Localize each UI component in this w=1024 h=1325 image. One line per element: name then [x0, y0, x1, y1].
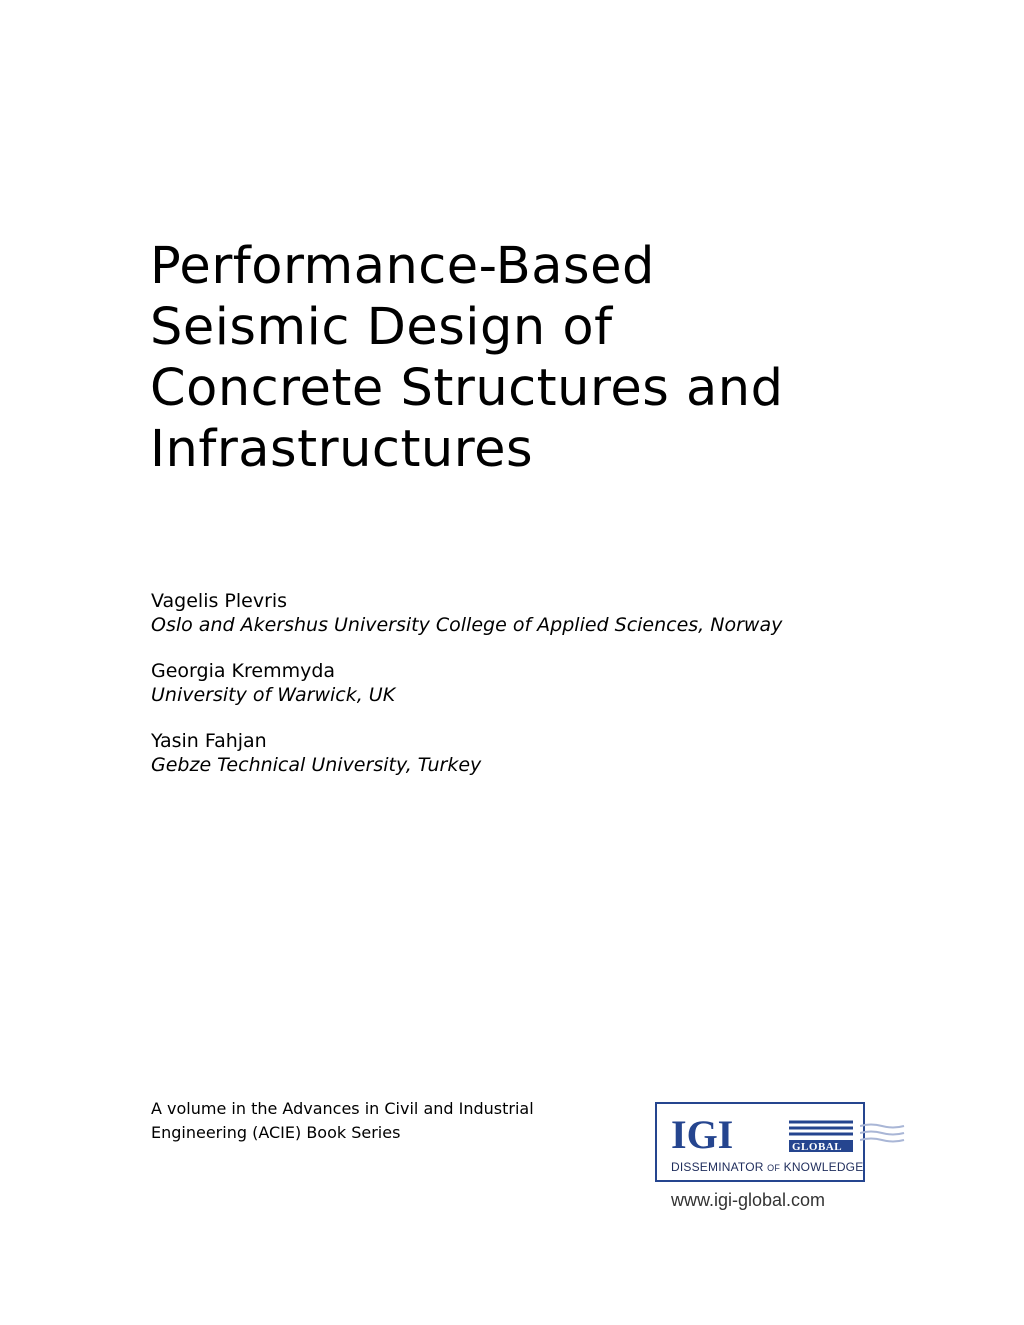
igi-global-logo-icon [657, 1104, 863, 1158]
author-name: Yasin Fahjan [151, 730, 267, 752]
title-line: Infrastructures [150, 420, 534, 479]
book-title [150, 236, 930, 480]
wave-lines-icon [860, 1122, 906, 1146]
logo-global-text: GLOBAL [792, 1141, 843, 1153]
title-line: Concrete Structures and [150, 359, 784, 418]
publisher-logo [655, 1102, 865, 1182]
publisher-website[interactable]: www.igi-global.com [671, 1190, 826, 1210]
series-note [151, 1097, 571, 1145]
author-affiliation: Gebze Technical University, Turkey [151, 754, 482, 776]
tagline-part: OF [767, 1163, 781, 1173]
author-list [151, 589, 911, 799]
author-name: Georgia Kremmyda [151, 660, 336, 682]
author-entry [151, 729, 911, 777]
tagline-part: KNOWLEDGE [780, 1160, 864, 1174]
author-affiliation: Oslo and Akershus University College of Applied Sciences, Norway [151, 614, 783, 636]
title-line: Performance-Based [150, 237, 655, 296]
title-line: Seismic Design of [150, 298, 613, 357]
logo-letters: IGI [671, 1112, 734, 1157]
tagline-part: DISSEMINATOR [671, 1160, 768, 1174]
series-line: A volume in the Advances in Civil and Industrial [151, 1099, 534, 1118]
logo-tagline [671, 1160, 863, 1174]
author-name: Vagelis Plevris [151, 590, 288, 612]
author-affiliation: University of Warwick, UK [151, 684, 396, 706]
author-entry [151, 589, 911, 637]
author-entry [151, 659, 911, 707]
series-line: Engineering (ACIE) Book Series [151, 1123, 401, 1142]
